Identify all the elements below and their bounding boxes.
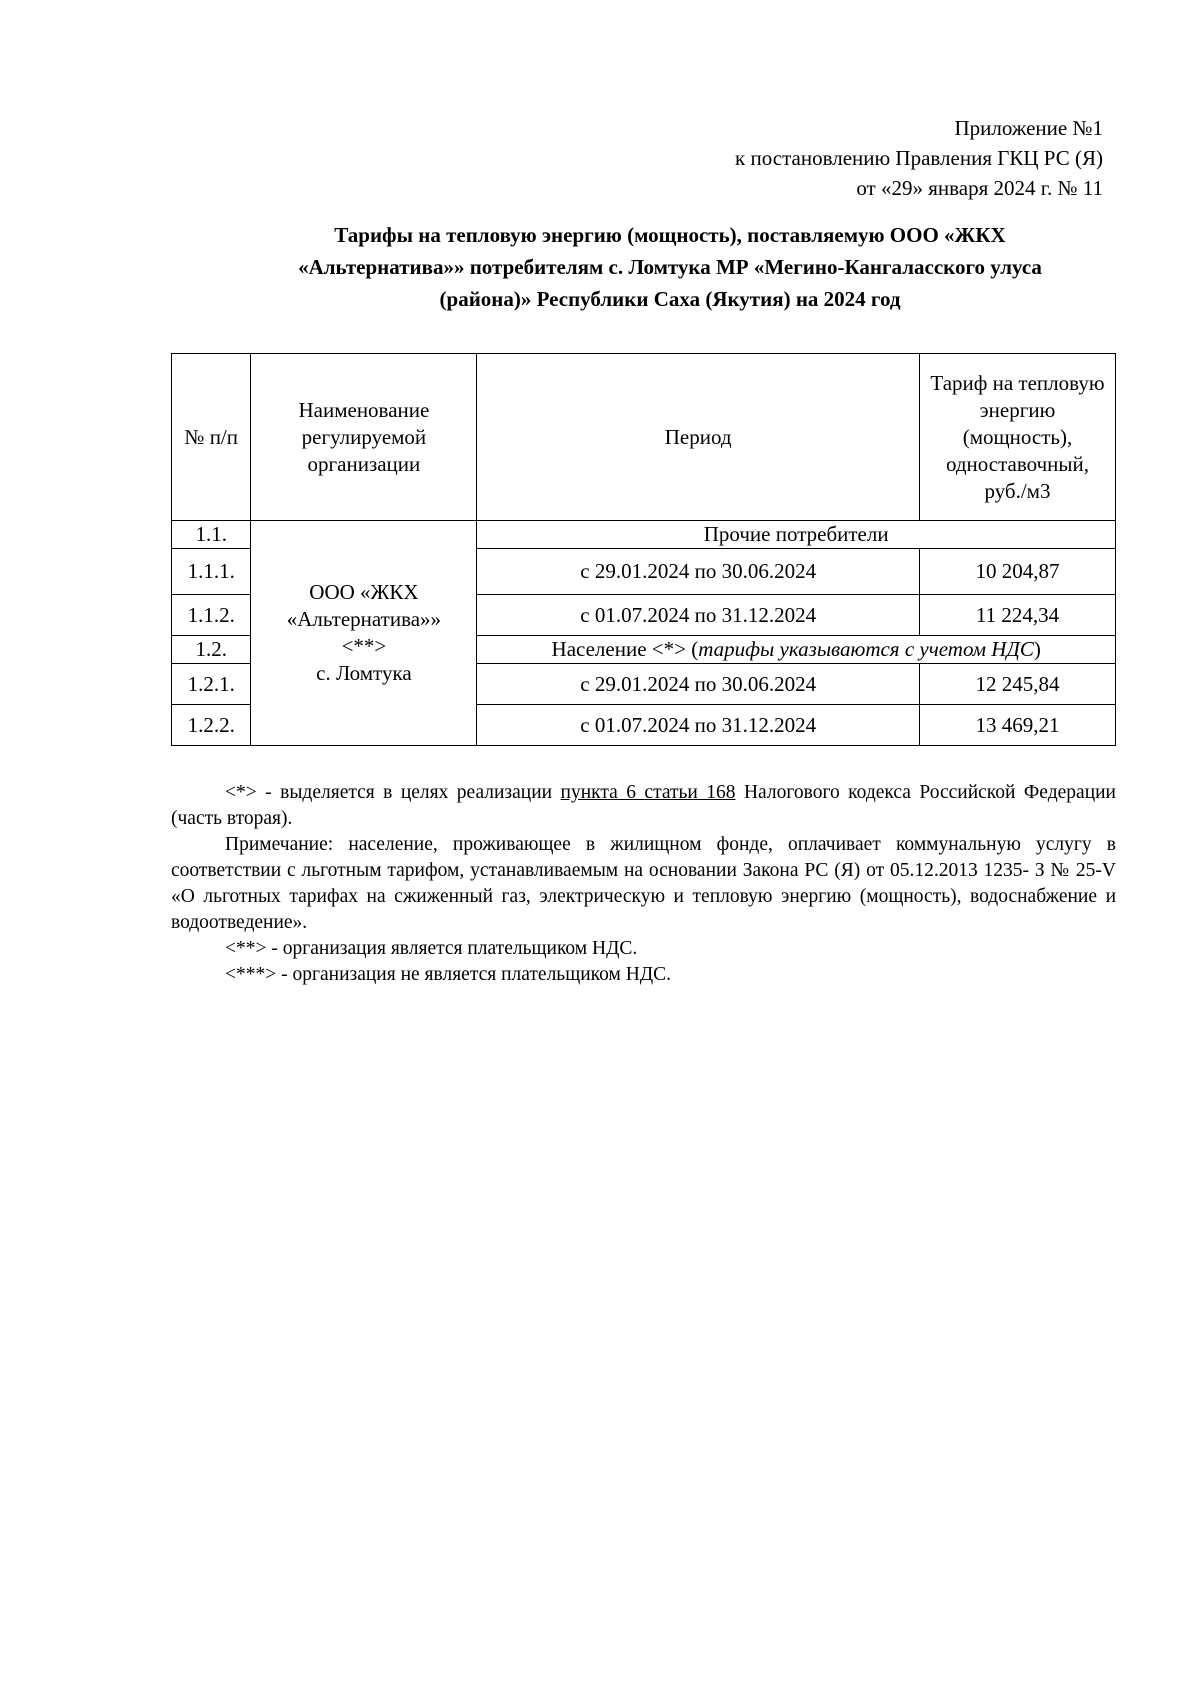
resolution-date: от «29» января 2024 г. № 11 xyxy=(856,176,1103,200)
appendix-header xyxy=(735,113,1103,203)
title-line-2: «Альтернатива»» потребителям с. Ломтука МР «Мегино-Кангаласского улуса xyxy=(298,255,1042,279)
organization-cell xyxy=(251,521,477,746)
footnote-vat-suffix: Налогового кодекса Российской Федерации (часть вторая). xyxy=(171,782,1116,829)
row-tariff: 10 204,87 xyxy=(919,549,1115,595)
footnote-vat-prefix: <*> - выделяется в целях реализации xyxy=(225,782,561,803)
header-period: Период xyxy=(477,354,920,521)
footnotes xyxy=(171,780,1116,988)
section-label-italic: тарифы указываются с учетом НДС xyxy=(698,637,1034,661)
header-tariff: Тариф на тепловую энергию (мощность), одноставочный, руб./м3 xyxy=(919,354,1115,521)
row-period: с 29.01.2024 по 30.06.2024 xyxy=(477,664,920,705)
row-tariff: 12 245,84 xyxy=(919,664,1115,705)
row-num: 1.2.2. xyxy=(172,705,251,746)
row-num: 1.2.1. xyxy=(172,664,251,705)
tariff-table xyxy=(171,353,1116,746)
document-title xyxy=(170,219,1170,315)
footnote-vat xyxy=(171,780,1116,832)
section-label: Прочие потребители xyxy=(477,521,1116,549)
appendix-number: Приложение №1 xyxy=(954,116,1103,140)
header-num: № п/п xyxy=(172,354,251,521)
row-num: 1.1.1. xyxy=(172,549,251,595)
footnote-vat-payer: <**> - организация является плательщиком НДС. xyxy=(225,938,638,959)
section-label-end: ) xyxy=(1033,637,1041,661)
section-label-plain: Население <*> ( xyxy=(551,637,699,661)
row-num: 1.1. xyxy=(172,521,251,549)
organization-location: с. Ломтука xyxy=(316,661,412,685)
organization-name-1: ООО «ЖКХ xyxy=(309,580,419,604)
footnote-non-vat-payer: <***> - организация не является плательщиком НДС. xyxy=(225,964,671,985)
table-row xyxy=(172,521,1116,549)
resolution-reference: к постановлению Правления ГКЦ РС (Я) xyxy=(735,146,1103,170)
row-period: с 01.07.2024 по 31.12.2024 xyxy=(477,705,920,746)
header-organization: Наименование регулируемой организации xyxy=(251,354,477,521)
title-line-3: (района)» Республики Саха (Якутия) на 2024 год xyxy=(439,287,901,311)
section-label xyxy=(477,636,1116,664)
row-num: 1.1.2. xyxy=(172,595,251,636)
row-num: 1.2. xyxy=(172,636,251,664)
row-period: с 01.07.2024 по 31.12.2024 xyxy=(477,595,920,636)
tax-code-link[interactable]: пункта 6 статьи 168 xyxy=(560,782,736,803)
row-tariff: 11 224,34 xyxy=(919,595,1115,636)
table-header-row xyxy=(172,354,1116,521)
organization-vat-mark: <**> xyxy=(341,634,387,658)
title-line-1: Тарифы на тепловую энергию (мощность), поставляемую ООО «ЖКХ xyxy=(334,223,1006,247)
footnote-remark: Примечание: население, проживающее в жилищном фонде, оплачивает коммунальную услугу в соответствии с льготным тарифом, устанавливаемым на основании Закона РС (Я) от 05.12.2013 1235- З № 25-V «О льготных тарифах на сжиженный газ, электрическую и тепловую энергию (мощность), водоснабжение и водоотведение». xyxy=(171,834,1116,933)
row-period: с 29.01.2024 по 30.06.2024 xyxy=(477,549,920,595)
row-tariff: 13 469,21 xyxy=(919,705,1115,746)
organization-name-2: «Альтернатива»» xyxy=(286,607,442,631)
